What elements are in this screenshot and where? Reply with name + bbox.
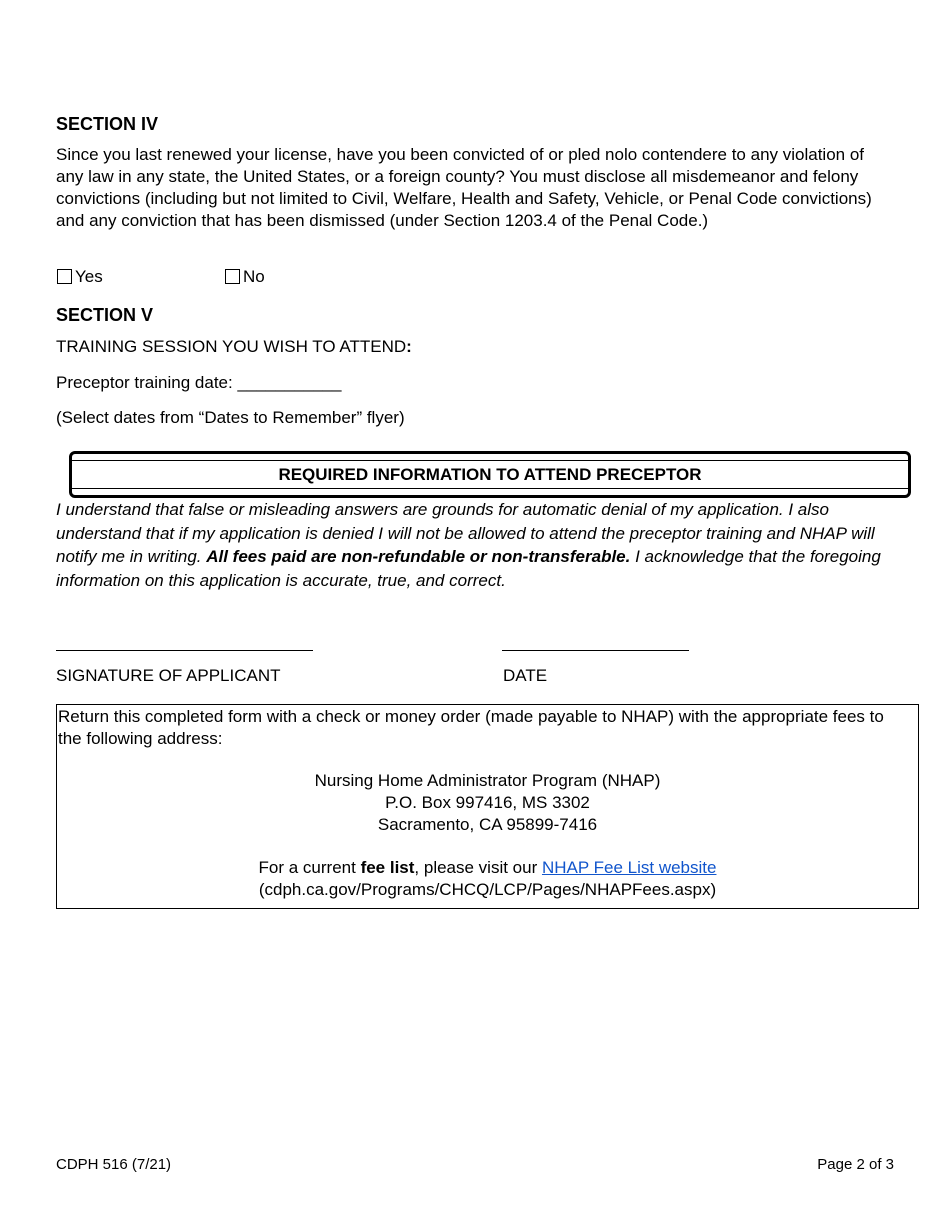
training-session-label: [56, 336, 412, 358]
fee-middle: , please visit our: [414, 858, 542, 877]
yes-label: Yes: [75, 267, 103, 286]
section-v-heading: SECTION V: [56, 305, 154, 325]
training-session-text: TRAINING SESSION YOU WISH TO ATTEND: [56, 337, 407, 356]
required-info-banner: [69, 451, 911, 498]
statement-part1: I understand that false or misleading answers are grounds for automatic denial of my application. I also understand that if my application is denied I will not be allowed to attend the preceptor training and NHAP will notify me in writing.: [56, 500, 875, 566]
applicant-statement: [56, 498, 886, 592]
date-label: DATE: [503, 666, 548, 685]
signature-line[interactable]: [56, 650, 313, 651]
section-iv-question: Since you last renewed your license, have you been convicted of or pled nolo contendere to any violation of any law in any state, the United States, or a foreign county? You must disclose all misdemeanor and felony convictions (including but not limited to Civil, Welfare, Health and Safety, Vehicle, or Penal Code convictions) and any conviction that has been dismissed (under Section 1203.4 of the Penal Code.): [56, 145, 872, 230]
no-label: No: [243, 267, 265, 286]
select-dates-note: (Select dates from “Dates to Remember” flyer): [56, 408, 405, 427]
fee-list-bold: fee list: [360, 858, 415, 877]
nhap-fee-list-link[interactable]: NHAP Fee List website: [541, 858, 717, 877]
date-line[interactable]: [502, 650, 689, 651]
section-iv-heading: SECTION IV: [56, 114, 159, 134]
required-info-title: REQUIRED INFORMATION TO ATTEND PRECEPTOR: [72, 460, 908, 489]
statement-part2: I acknowledge that the foregoing information on this application is accurate, true, and correct.: [56, 547, 881, 590]
address-line-1: Nursing Home Administrator Program (NHAP): [314, 771, 661, 790]
page-number: Page 2 of 3: [817, 1156, 894, 1173]
statement-fees-nonrefundable: All fees paid are non-refundable or non-transferable.: [206, 547, 631, 566]
yes-checkbox[interactable]: [57, 269, 72, 284]
fee-url: (cdph.ca.gov/Programs/CHCQ/LCP/Pages/NHAPFees.aspx): [258, 880, 717, 899]
form-id: CDPH 516 (7/21): [56, 1156, 172, 1173]
signature-label: SIGNATURE OF APPLICANT: [56, 666, 281, 685]
return-instructions-box: [56, 704, 919, 909]
preceptor-date-field[interactable]: Preceptor training date: ___________: [56, 373, 342, 392]
no-option[interactable]: [225, 266, 265, 288]
fee-prefix: For a current: [258, 858, 361, 877]
fee-list-line: [57, 857, 918, 879]
address-line-2: P.O. Box 997416, MS 3302: [385, 793, 590, 812]
yes-option[interactable]: [57, 266, 103, 288]
no-checkbox[interactable]: [225, 269, 240, 284]
return-instructions: Return this completed form with a check or money order (made payable to NHAP) with the appropriate fees to the following address:: [58, 707, 884, 748]
training-session-colon: :: [406, 337, 412, 356]
address-line-3: Sacramento, CA 95899-7416: [377, 815, 598, 834]
